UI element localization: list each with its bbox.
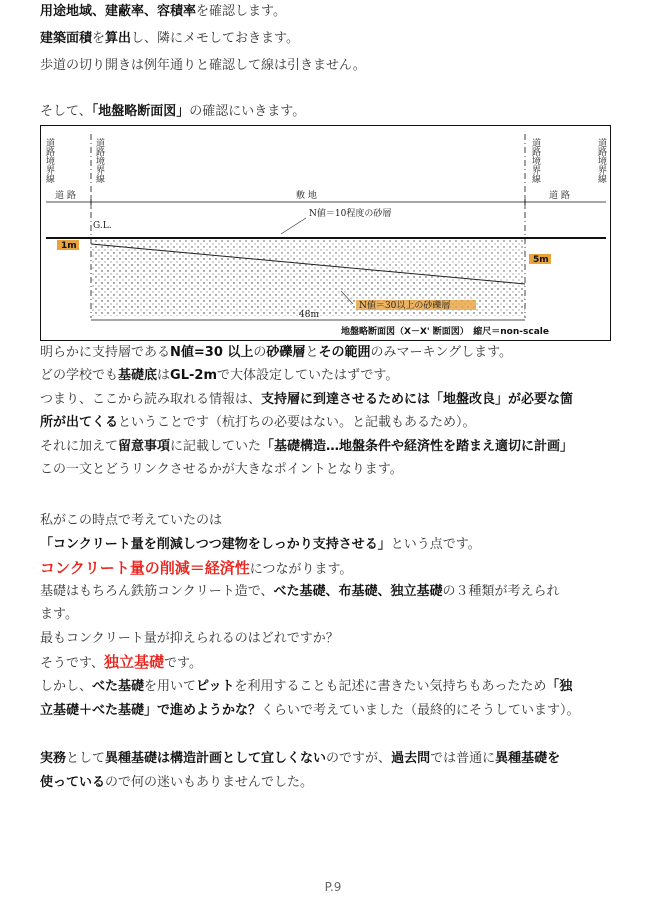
ground-section-drawing bbox=[41, 126, 610, 340]
line-1: 用途地域、建蔽率、容積率を確認します。 bbox=[40, 4, 286, 19]
boundary-label-left-2: 道路境界線 bbox=[94, 138, 104, 183]
line-14: 基礎はもちろん鉄筋コンクリート造で、べた基礎、布基礎、独立基礎の３種類が考えられ bbox=[40, 584, 560, 599]
line-16: 最もコンクリート量が抑えられるのはどれですか？ bbox=[40, 631, 339, 646]
line-20: 実務として異種基礎は構造計画として宜しくないのですが、過去問では普通に異種基礎を bbox=[40, 751, 561, 766]
depth-left-label: 1m bbox=[61, 241, 77, 251]
line-9: それに加えて留意事項に記載していた「基礎構造…地盤条件や経済性を踏まえ適切に計画」 bbox=[40, 439, 574, 454]
line-4: そして、「地盤略断面図」の確認にいきます。 bbox=[40, 104, 306, 119]
gravel-layer-label: N値＝30以上の砂礫層 bbox=[359, 301, 451, 311]
site-label: 敷 地 bbox=[296, 191, 317, 201]
line-17: そうです、独立基礎です。 bbox=[40, 653, 202, 671]
line-19: 立基礎＋べた基礎」で進めようかな？くらいで考えていました（最終的にそうしています）。 bbox=[40, 703, 580, 718]
width-label: 48m bbox=[299, 310, 319, 320]
line-18: しかし、べた基礎を用いてピットを利用することも記述に書きたい気持ちもあったため「独 bbox=[40, 679, 573, 694]
line-21: 使っているので何の迷いもありませんでした。 bbox=[40, 775, 314, 790]
line-11: 私がこの時点で考えていたのは bbox=[40, 513, 223, 528]
line-2: 建築面積を算出し、隣にメモしておきます。 bbox=[40, 31, 300, 46]
road-label-left: 道 路 bbox=[55, 191, 76, 201]
boundary-label-right: 道路境界線 bbox=[530, 138, 540, 183]
page-number: P.9 bbox=[324, 880, 342, 894]
line-7: つまり、ここから読み取れる情報は、支持層に到達させるためには「地盤改良」が必要な箇 bbox=[40, 392, 574, 407]
line-3: 歩道の切り開きは例年通りと確認して線は引きません。 bbox=[40, 58, 366, 73]
line-10: この一文とどうリンクさせるかが大きなポイントとなります。 bbox=[40, 462, 403, 477]
boundary-label-left: 道路境界線 bbox=[44, 138, 54, 183]
line-15: ます。 bbox=[40, 607, 78, 622]
line-8: 所が出てくるということです（杭打ちの必要はない。と記載もあるため）。 bbox=[40, 415, 476, 430]
line-12: 「コンクリート量を削減しつつ建物をしっかり支持させる」という点です。 bbox=[40, 537, 481, 552]
figure-caption: 地盤略断面図（X－X' 断面図） 縮尺＝non-scale bbox=[341, 327, 549, 337]
road-label-right: 道 路 bbox=[549, 191, 570, 201]
depth-right-label: 5m bbox=[533, 255, 549, 265]
line-6: どの学校でも基礎底はGL-2mで大体設定していたはずです。 bbox=[40, 368, 399, 383]
line-5: 明らかに支持層であるN値=30 以上の砂礫層とその範囲のみマーキングします。 bbox=[40, 345, 513, 360]
sand-layer-label: N値＝10程度の砂層 bbox=[309, 209, 392, 219]
boundary-label-right-2: 道路境界線 bbox=[596, 138, 606, 183]
line-13: コンクリート量の削減＝経済性につながります。 bbox=[40, 559, 353, 577]
ground-section-figure bbox=[40, 125, 611, 341]
gl-label: G.L. bbox=[93, 221, 112, 231]
